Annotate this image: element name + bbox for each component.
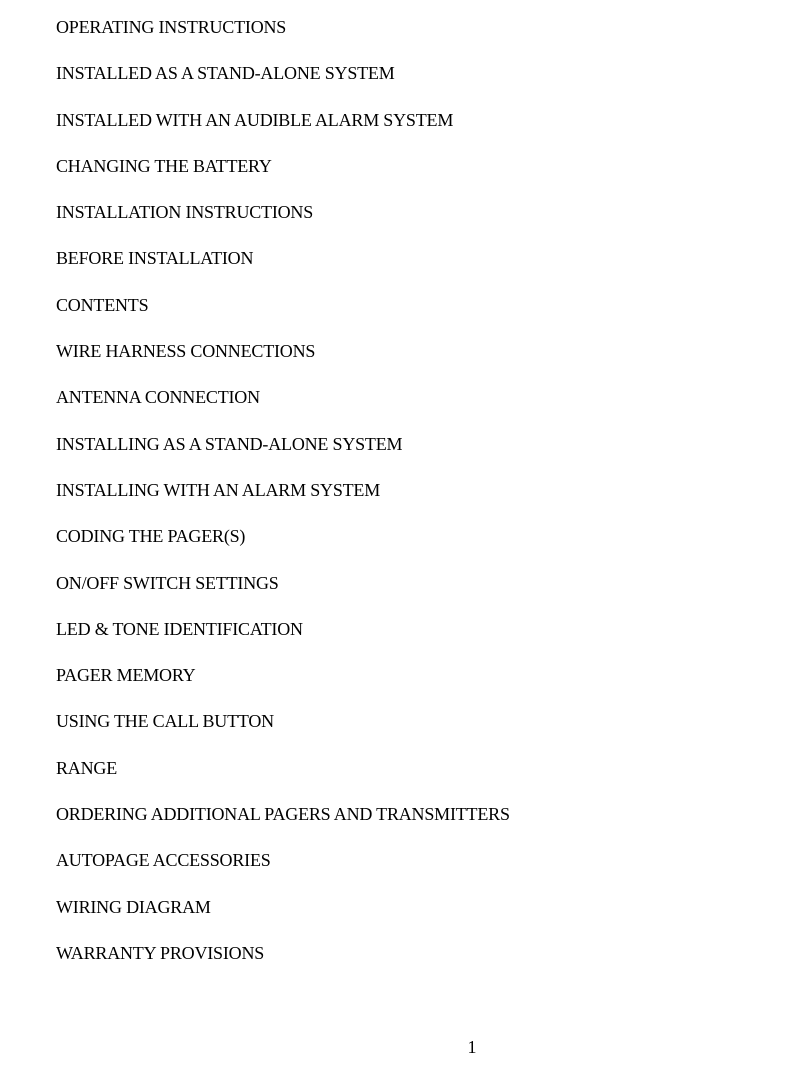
toc-item-operating-instructions: OPERATING INSTRUCTIONS — [56, 17, 287, 37]
toc-item-using-call-button: USING THE CALL BUTTON — [56, 711, 274, 732]
toc-item-before-installation: BEFORE INSTALLATION — [56, 248, 254, 269]
toc-item-led-tone-identification: LED & TONE IDENTIFICATION — [56, 618, 303, 639]
toc-item-warranty-provisions: WARRANTY PROVISIONS — [56, 942, 265, 963]
toc-item-changing-battery: CHANGING THE BATTERY — [56, 155, 272, 176]
toc-item-antenna-connection: ANTENNA CONNECTION — [56, 387, 260, 408]
toc-item-pager-memory: PAGER MEMORY — [56, 665, 196, 686]
toc-item-contents: CONTENTS — [56, 294, 149, 315]
toc-item-wire-harness-connections: WIRE HARNESS CONNECTIONS — [56, 341, 316, 362]
toc-item-installed-stand-alone: INSTALLED AS A STAND-ALONE SYSTEM — [56, 63, 395, 84]
toc-item-installation-instructions: INSTALLATION INSTRUCTIONS — [56, 202, 314, 223]
toc-item-autopage-accessories: AUTOPAGE ACCESSORIES — [56, 850, 271, 871]
page-number: 1 — [467, 1037, 477, 1057]
toc-item-coding-pagers: CODING THE PAGER(S) — [56, 526, 246, 547]
toc-item-wiring-diagram: WIRING DIAGRAM — [56, 896, 211, 917]
toc-item-ordering-additional: ORDERING ADDITIONAL PAGERS AND TRANSMITTERS — [56, 804, 510, 825]
table-of-contents — [56, 16, 510, 988]
toc-item-installed-audible-alarm: INSTALLED WITH AN AUDIBLE ALARM SYSTEM — [56, 109, 454, 130]
toc-item-on-off-switch-settings: ON/OFF SWITCH SETTINGS — [56, 572, 279, 593]
toc-item-installing-alarm-system: INSTALLING WITH AN ALARM SYSTEM — [56, 479, 381, 500]
toc-item-installing-stand-alone: INSTALLING AS A STAND-ALONE SYSTEM — [56, 433, 403, 454]
toc-item-range: RANGE — [56, 757, 117, 778]
